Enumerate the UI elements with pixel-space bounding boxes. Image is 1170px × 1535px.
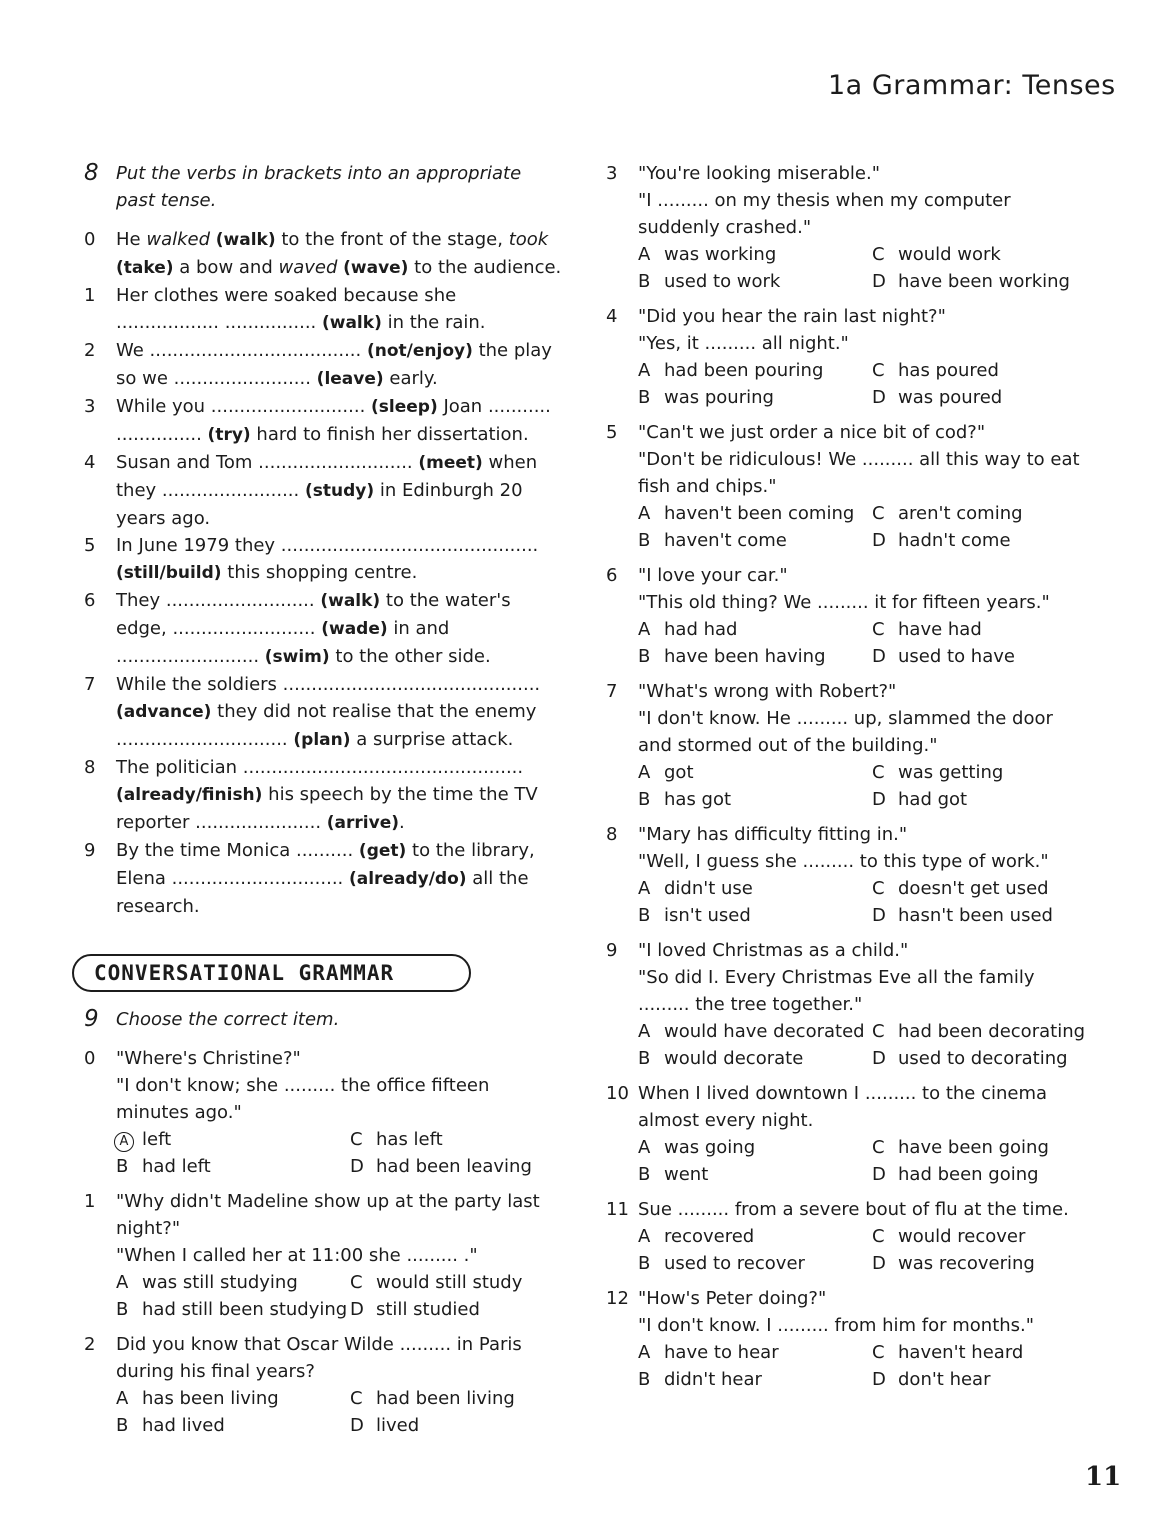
option-letter: A xyxy=(638,1226,651,1247)
item-text: Her clothes were soaked because she .................. ................ (walk) in the rain. xyxy=(116,285,486,333)
item-number: 7 xyxy=(84,674,96,695)
option-a[interactable] xyxy=(638,759,872,786)
question xyxy=(606,160,1088,295)
option-text: would decorate xyxy=(664,1048,804,1069)
question-line: "Can't we just order a nice bit of cod?" xyxy=(638,422,986,443)
option-text: didn't hear xyxy=(664,1369,762,1390)
option-b[interactable] xyxy=(638,1366,872,1393)
option-text: had still been studying xyxy=(142,1299,348,1320)
option-letter: B xyxy=(638,271,651,292)
item-number: 3 xyxy=(84,396,96,417)
answer-options xyxy=(116,1385,564,1439)
exercise-8-heading xyxy=(84,160,564,214)
question xyxy=(606,821,1088,929)
question-line: "I don't know. I ......... from him for months." xyxy=(638,1315,1035,1336)
question-body xyxy=(638,678,1088,813)
question xyxy=(606,1080,1088,1188)
item-number: 6 xyxy=(84,590,96,611)
option-text: didn't use xyxy=(664,878,753,899)
option-text: had got xyxy=(898,789,968,810)
option-text: isn't used xyxy=(664,905,751,926)
option-letter: D xyxy=(872,1048,886,1069)
page-number: 11 xyxy=(1085,1462,1122,1492)
option-text: hasn't been used xyxy=(898,905,1053,926)
question-line: "So did I. Every Christmas Eve all the family ......... the tree together." xyxy=(638,967,1035,1015)
exercise-8-items xyxy=(84,226,564,920)
option-text: haven't heard xyxy=(898,1342,1024,1363)
question xyxy=(606,419,1088,554)
question-number: 3 xyxy=(606,163,618,184)
question xyxy=(84,1188,564,1323)
answer-options xyxy=(638,241,1088,295)
question-line: "I love your car." xyxy=(638,565,788,586)
item-number: 5 xyxy=(84,535,96,556)
option-a[interactable] xyxy=(638,1018,872,1045)
question-number: 6 xyxy=(606,565,618,586)
question-line: "Mary has difficulty fitting in." xyxy=(638,824,908,845)
question-number: 12 xyxy=(606,1288,629,1309)
option-c[interactable] xyxy=(872,1223,1088,1250)
question-line: "Did you hear the rain last night?" xyxy=(638,306,946,327)
option-text: had been leaving xyxy=(376,1156,532,1177)
exercise-item xyxy=(84,282,564,337)
option-text: aren't coming xyxy=(898,503,1023,524)
option-letter: D xyxy=(872,387,886,408)
option-letter: C xyxy=(350,1388,363,1409)
question xyxy=(606,678,1088,813)
option-letter: D xyxy=(872,905,886,926)
option-text: was going xyxy=(664,1137,756,1158)
question xyxy=(606,1196,1088,1277)
option-letter: B xyxy=(638,387,651,408)
option-a[interactable] xyxy=(116,1269,350,1296)
option-b[interactable] xyxy=(638,786,872,813)
option-text: have been going xyxy=(898,1137,1049,1158)
question-body xyxy=(638,1196,1088,1277)
exercise-item xyxy=(84,837,564,920)
option-text: was poured xyxy=(898,387,1003,408)
answer-options xyxy=(638,1339,1088,1393)
option-letter: C xyxy=(872,1137,885,1158)
question-line: "This old thing? We ......... it for fifteen years." xyxy=(638,592,1050,613)
item-text: Susan and Tom ........................... (meet) when they ........................ (study) in Edinburgh 20 years ago. xyxy=(116,452,538,529)
option-letter: A xyxy=(638,1137,651,1158)
answer-options xyxy=(116,1269,564,1323)
option-text: used to have xyxy=(898,646,1015,667)
exercise-9-items-left xyxy=(84,1045,564,1439)
option-a[interactable] xyxy=(638,357,872,384)
option-letter: C xyxy=(872,1226,885,1247)
exercise-item xyxy=(84,754,564,837)
question-line: "How's Peter doing?" xyxy=(638,1288,827,1309)
option-c[interactable] xyxy=(350,1385,564,1412)
question-line: Sue ......... from a severe bout of flu at the time. xyxy=(638,1199,1069,1220)
item-text: He walked (walk) to the front of the stage, took (take) a bow and waved (wave) to the audience. xyxy=(116,229,562,278)
exercise-9-items-right xyxy=(606,160,1088,1393)
option-letter: B xyxy=(116,1156,129,1177)
option-letter: A xyxy=(638,619,651,640)
option-d[interactable] xyxy=(872,902,1088,929)
question-body xyxy=(638,160,1088,295)
question-line: "I ......... on my thesis when my computer suddenly crashed." xyxy=(638,190,1011,238)
option-text: haven't come xyxy=(664,530,787,551)
question-line: "I loved Christmas as a child." xyxy=(638,940,909,961)
option-letter: C xyxy=(872,1021,885,1042)
option-text: used to decorating xyxy=(898,1048,1068,1069)
option-text: would still study xyxy=(376,1272,523,1293)
option-text: have to hear xyxy=(664,1342,779,1363)
circled-answer-mark: A xyxy=(114,1132,134,1152)
exercise-item xyxy=(84,393,564,449)
question xyxy=(84,1045,564,1180)
option-d[interactable] xyxy=(872,1250,1088,1277)
exercise-item xyxy=(84,337,564,393)
option-text: don't hear xyxy=(898,1369,991,1390)
answer-options xyxy=(638,616,1088,670)
option-d[interactable] xyxy=(872,786,1088,813)
option-a[interactable] xyxy=(638,616,872,643)
option-b[interactable] xyxy=(638,268,872,295)
option-letter: D xyxy=(872,530,886,551)
option-letter: B xyxy=(638,646,651,667)
option-letter: B xyxy=(638,1369,651,1390)
option-a[interactable] xyxy=(638,500,872,527)
option-text: haven't been coming xyxy=(664,503,855,524)
option-d[interactable] xyxy=(872,1366,1088,1393)
option-c[interactable] xyxy=(350,1269,564,1296)
option-b[interactable] xyxy=(638,1045,872,1072)
option-letter: C xyxy=(872,619,885,640)
option-letter: C xyxy=(872,762,885,783)
option-letter: A xyxy=(638,360,651,381)
option-text: would have decorated xyxy=(664,1021,865,1042)
question xyxy=(84,1331,564,1439)
item-text: In June 1979 they ............................................. (still/build) this shopping centre. xyxy=(116,535,539,583)
question-line: Did you know that Oscar Wilde ......... in Paris during his final years? xyxy=(116,1334,522,1382)
option-a[interactable] xyxy=(638,1339,872,1366)
answer-options xyxy=(638,1018,1088,1072)
option-letter: B xyxy=(116,1299,129,1320)
option-text: used to work xyxy=(664,271,781,292)
question-line: "Yes, it ......... all night." xyxy=(638,333,849,354)
option-text: lived xyxy=(376,1415,420,1436)
option-c[interactable] xyxy=(872,875,1088,902)
option-d[interactable] xyxy=(872,268,1088,295)
question-line: When I lived downtown I ......... to the cinema almost every night. xyxy=(638,1083,1048,1131)
option-c[interactable] xyxy=(872,759,1088,786)
question-line: "Why didn't Madeline show up at the party last night?" xyxy=(116,1191,540,1239)
option-letter: C xyxy=(350,1129,363,1150)
option-b[interactable] xyxy=(638,1250,872,1277)
question xyxy=(606,937,1088,1072)
option-c[interactable] xyxy=(872,1339,1088,1366)
item-number: 9 xyxy=(84,840,96,861)
option-d[interactable] xyxy=(872,527,1088,554)
question-number: 9 xyxy=(606,940,618,961)
item-number: 1 xyxy=(84,285,96,306)
option-text: have been having xyxy=(664,646,826,667)
item-number: 2 xyxy=(84,340,96,361)
item-text: While the soldiers ............................................. (advance) they did not realise that the enemy .............................. (plan) a surprise attack. xyxy=(116,674,541,750)
option-text: was getting xyxy=(898,762,1004,783)
option-letter: C xyxy=(350,1272,363,1293)
question-body xyxy=(638,419,1088,554)
answer-options xyxy=(638,357,1088,411)
option-letter: D xyxy=(872,1164,886,1185)
question-number: 7 xyxy=(606,681,618,702)
option-text: was working xyxy=(664,244,777,265)
option-a[interactable] xyxy=(116,1385,350,1412)
option-text: had been going xyxy=(898,1164,1039,1185)
exercise-item xyxy=(84,449,564,532)
exercise-number: 9 xyxy=(84,1006,99,1032)
option-letter: A xyxy=(638,503,651,524)
option-letter: C xyxy=(872,503,885,524)
option-letter: D xyxy=(350,1156,364,1177)
option-d[interactable] xyxy=(872,643,1088,670)
option-c[interactable] xyxy=(350,1126,564,1153)
option-c[interactable] xyxy=(872,500,1088,527)
option-text: still studied xyxy=(376,1299,480,1320)
option-b[interactable] xyxy=(116,1412,350,1439)
option-b[interactable] xyxy=(638,1161,872,1188)
item-text: They .......................... (walk) to the water's edge, ......................... (wade) in and ......................... (swim) to the other side. xyxy=(116,590,511,667)
question-line: "Well, I guess she ......... to this type of work." xyxy=(638,851,1049,872)
exercise-item xyxy=(84,226,564,282)
option-letter: A xyxy=(638,762,651,783)
option-letter: D xyxy=(350,1415,364,1436)
unit-label: 1a xyxy=(828,70,863,101)
question-body xyxy=(638,1285,1088,1393)
option-letter: D xyxy=(872,789,886,810)
option-text: would work xyxy=(898,244,1001,265)
option-text: left xyxy=(142,1129,172,1150)
exercise-item xyxy=(84,532,564,587)
question-body xyxy=(638,562,1088,670)
question-body xyxy=(638,303,1088,411)
option-b[interactable] xyxy=(116,1153,350,1180)
section-heading-conversational-grammar: CONVERSATIONAL GRAMMAR xyxy=(72,954,471,992)
option-a[interactable] xyxy=(638,1223,872,1250)
option-letter xyxy=(116,1126,142,1153)
option-a[interactable] xyxy=(638,241,872,268)
option-letter: B xyxy=(116,1415,129,1436)
option-c[interactable] xyxy=(872,241,1088,268)
option-text: hadn't come xyxy=(898,530,1011,551)
question-line: "I don't know. He ......... up, slammed the door and stormed out of the building." xyxy=(638,708,1053,756)
option-text: recovered xyxy=(664,1226,755,1247)
exercise-instruction: Choose the correct item. xyxy=(116,1009,340,1030)
option-letter: C xyxy=(872,360,885,381)
option-text: have been working xyxy=(898,271,1070,292)
option-text: doesn't get used xyxy=(898,878,1049,899)
unit-title: Grammar: Tenses xyxy=(871,70,1116,101)
option-letter: D xyxy=(872,271,886,292)
answer-options xyxy=(638,1223,1088,1277)
exercise-9-heading xyxy=(84,1006,564,1033)
question xyxy=(606,303,1088,411)
right-column xyxy=(606,160,1088,1393)
option-d[interactable] xyxy=(350,1296,564,1323)
option-a[interactable] xyxy=(638,875,872,902)
option-a[interactable] xyxy=(116,1126,350,1153)
option-d[interactable] xyxy=(872,1161,1088,1188)
item-number: 8 xyxy=(84,757,96,778)
option-letter: D xyxy=(350,1299,364,1320)
exercise-item xyxy=(84,671,564,754)
option-text: had lived xyxy=(142,1415,225,1436)
question-line: "When I called her at 11:00 she ......... ." xyxy=(116,1245,478,1266)
option-text: had left xyxy=(142,1156,211,1177)
exercise-item xyxy=(84,587,564,671)
option-text: was recovering xyxy=(898,1253,1035,1274)
answer-options xyxy=(638,875,1088,929)
option-b[interactable] xyxy=(638,643,872,670)
option-text: has left xyxy=(376,1129,443,1150)
question-line: "I don't know; she ......... the office fifteen minutes ago." xyxy=(116,1075,490,1123)
option-text: had been pouring xyxy=(664,360,824,381)
question-number: 4 xyxy=(606,306,618,327)
answer-options xyxy=(638,759,1088,813)
option-letter: A xyxy=(116,1272,129,1293)
item-text: By the time Monica .......... (get) to the library, Elena .............................. (already/do) all the research. xyxy=(116,840,535,917)
option-letter: B xyxy=(638,530,651,551)
option-d[interactable] xyxy=(350,1412,564,1439)
option-letter: A xyxy=(638,244,651,265)
question-body xyxy=(116,1188,564,1323)
option-c[interactable] xyxy=(872,616,1088,643)
option-text: was pouring xyxy=(664,387,774,408)
question-number: 2 xyxy=(84,1334,96,1355)
item-text: We ..................................... (not/enjoy) the play so we ........................ (leave) early. xyxy=(116,340,552,389)
option-letter: B xyxy=(638,1164,651,1185)
option-c[interactable] xyxy=(872,1018,1088,1045)
option-letter: A xyxy=(638,1021,651,1042)
option-a[interactable] xyxy=(638,1134,872,1161)
option-letter: C xyxy=(872,1342,885,1363)
option-letter: B xyxy=(638,1048,651,1069)
option-letter: A xyxy=(116,1388,129,1409)
option-letter: A xyxy=(638,878,651,899)
exercise-instruction: Put the verbs in brackets into an appropriate past tense. xyxy=(116,163,522,211)
item-text: The politician ................................................. (already/finish) his speech by the time the TV reporter ...................... (arrive). xyxy=(116,757,538,833)
exercise-number: 8 xyxy=(84,160,99,186)
option-letter: C xyxy=(872,244,885,265)
option-letter: D xyxy=(872,1369,886,1390)
option-text: has got xyxy=(664,789,732,810)
question-line: "What's wrong with Robert?" xyxy=(638,681,897,702)
item-number: 0 xyxy=(84,229,96,250)
question-number: 0 xyxy=(84,1048,96,1069)
option-letter: B xyxy=(638,1253,651,1274)
left-column xyxy=(84,160,564,1439)
option-text: has been living xyxy=(142,1388,279,1409)
option-text: had been decorating xyxy=(898,1021,1086,1042)
item-text: While you ........................... (sleep) Joan ........... ............... (try) hard to finish her dissertation. xyxy=(116,396,551,445)
question-body xyxy=(116,1331,564,1439)
option-c[interactable] xyxy=(872,357,1088,384)
question-number: 11 xyxy=(606,1199,629,1220)
answer-options xyxy=(638,1134,1088,1188)
option-c[interactable] xyxy=(872,1134,1088,1161)
question xyxy=(606,1285,1088,1393)
option-text: has poured xyxy=(898,360,999,381)
question-line: "Where's Christine?" xyxy=(116,1048,301,1069)
option-text: went xyxy=(664,1164,709,1185)
option-d[interactable] xyxy=(350,1153,564,1180)
option-text: used to recover xyxy=(664,1253,805,1274)
option-text: would recover xyxy=(898,1226,1026,1247)
option-b[interactable] xyxy=(638,384,872,411)
question-body xyxy=(638,937,1088,1072)
option-b[interactable] xyxy=(638,902,872,929)
option-letter: D xyxy=(872,646,886,667)
page-header-title xyxy=(828,70,1116,101)
option-d[interactable] xyxy=(872,384,1088,411)
question-line: "You're looking miserable." xyxy=(638,163,880,184)
question-number: 1 xyxy=(84,1191,96,1212)
question-number: 8 xyxy=(606,824,618,845)
item-number: 4 xyxy=(84,452,96,473)
question-body xyxy=(116,1045,564,1180)
question-body xyxy=(638,821,1088,929)
option-letter: B xyxy=(638,789,651,810)
question xyxy=(606,562,1088,670)
option-letter: B xyxy=(638,905,651,926)
answer-options xyxy=(116,1126,564,1180)
option-d[interactable] xyxy=(872,1045,1088,1072)
option-letter: A xyxy=(638,1342,651,1363)
option-text: got xyxy=(664,762,694,783)
option-letter: D xyxy=(872,1253,886,1274)
option-text: had been living xyxy=(376,1388,515,1409)
question-number: 10 xyxy=(606,1083,629,1104)
option-b[interactable] xyxy=(116,1296,350,1323)
option-b[interactable] xyxy=(638,527,872,554)
option-text: had had xyxy=(664,619,738,640)
option-text: have had xyxy=(898,619,982,640)
question-number: 5 xyxy=(606,422,618,443)
question-line: "Don't be ridiculous! We ......... all this way to eat fish and chips." xyxy=(638,449,1080,497)
question-body xyxy=(638,1080,1088,1188)
answer-options xyxy=(638,500,1088,554)
option-letter: C xyxy=(872,878,885,899)
option-text: was still studying xyxy=(142,1272,298,1293)
